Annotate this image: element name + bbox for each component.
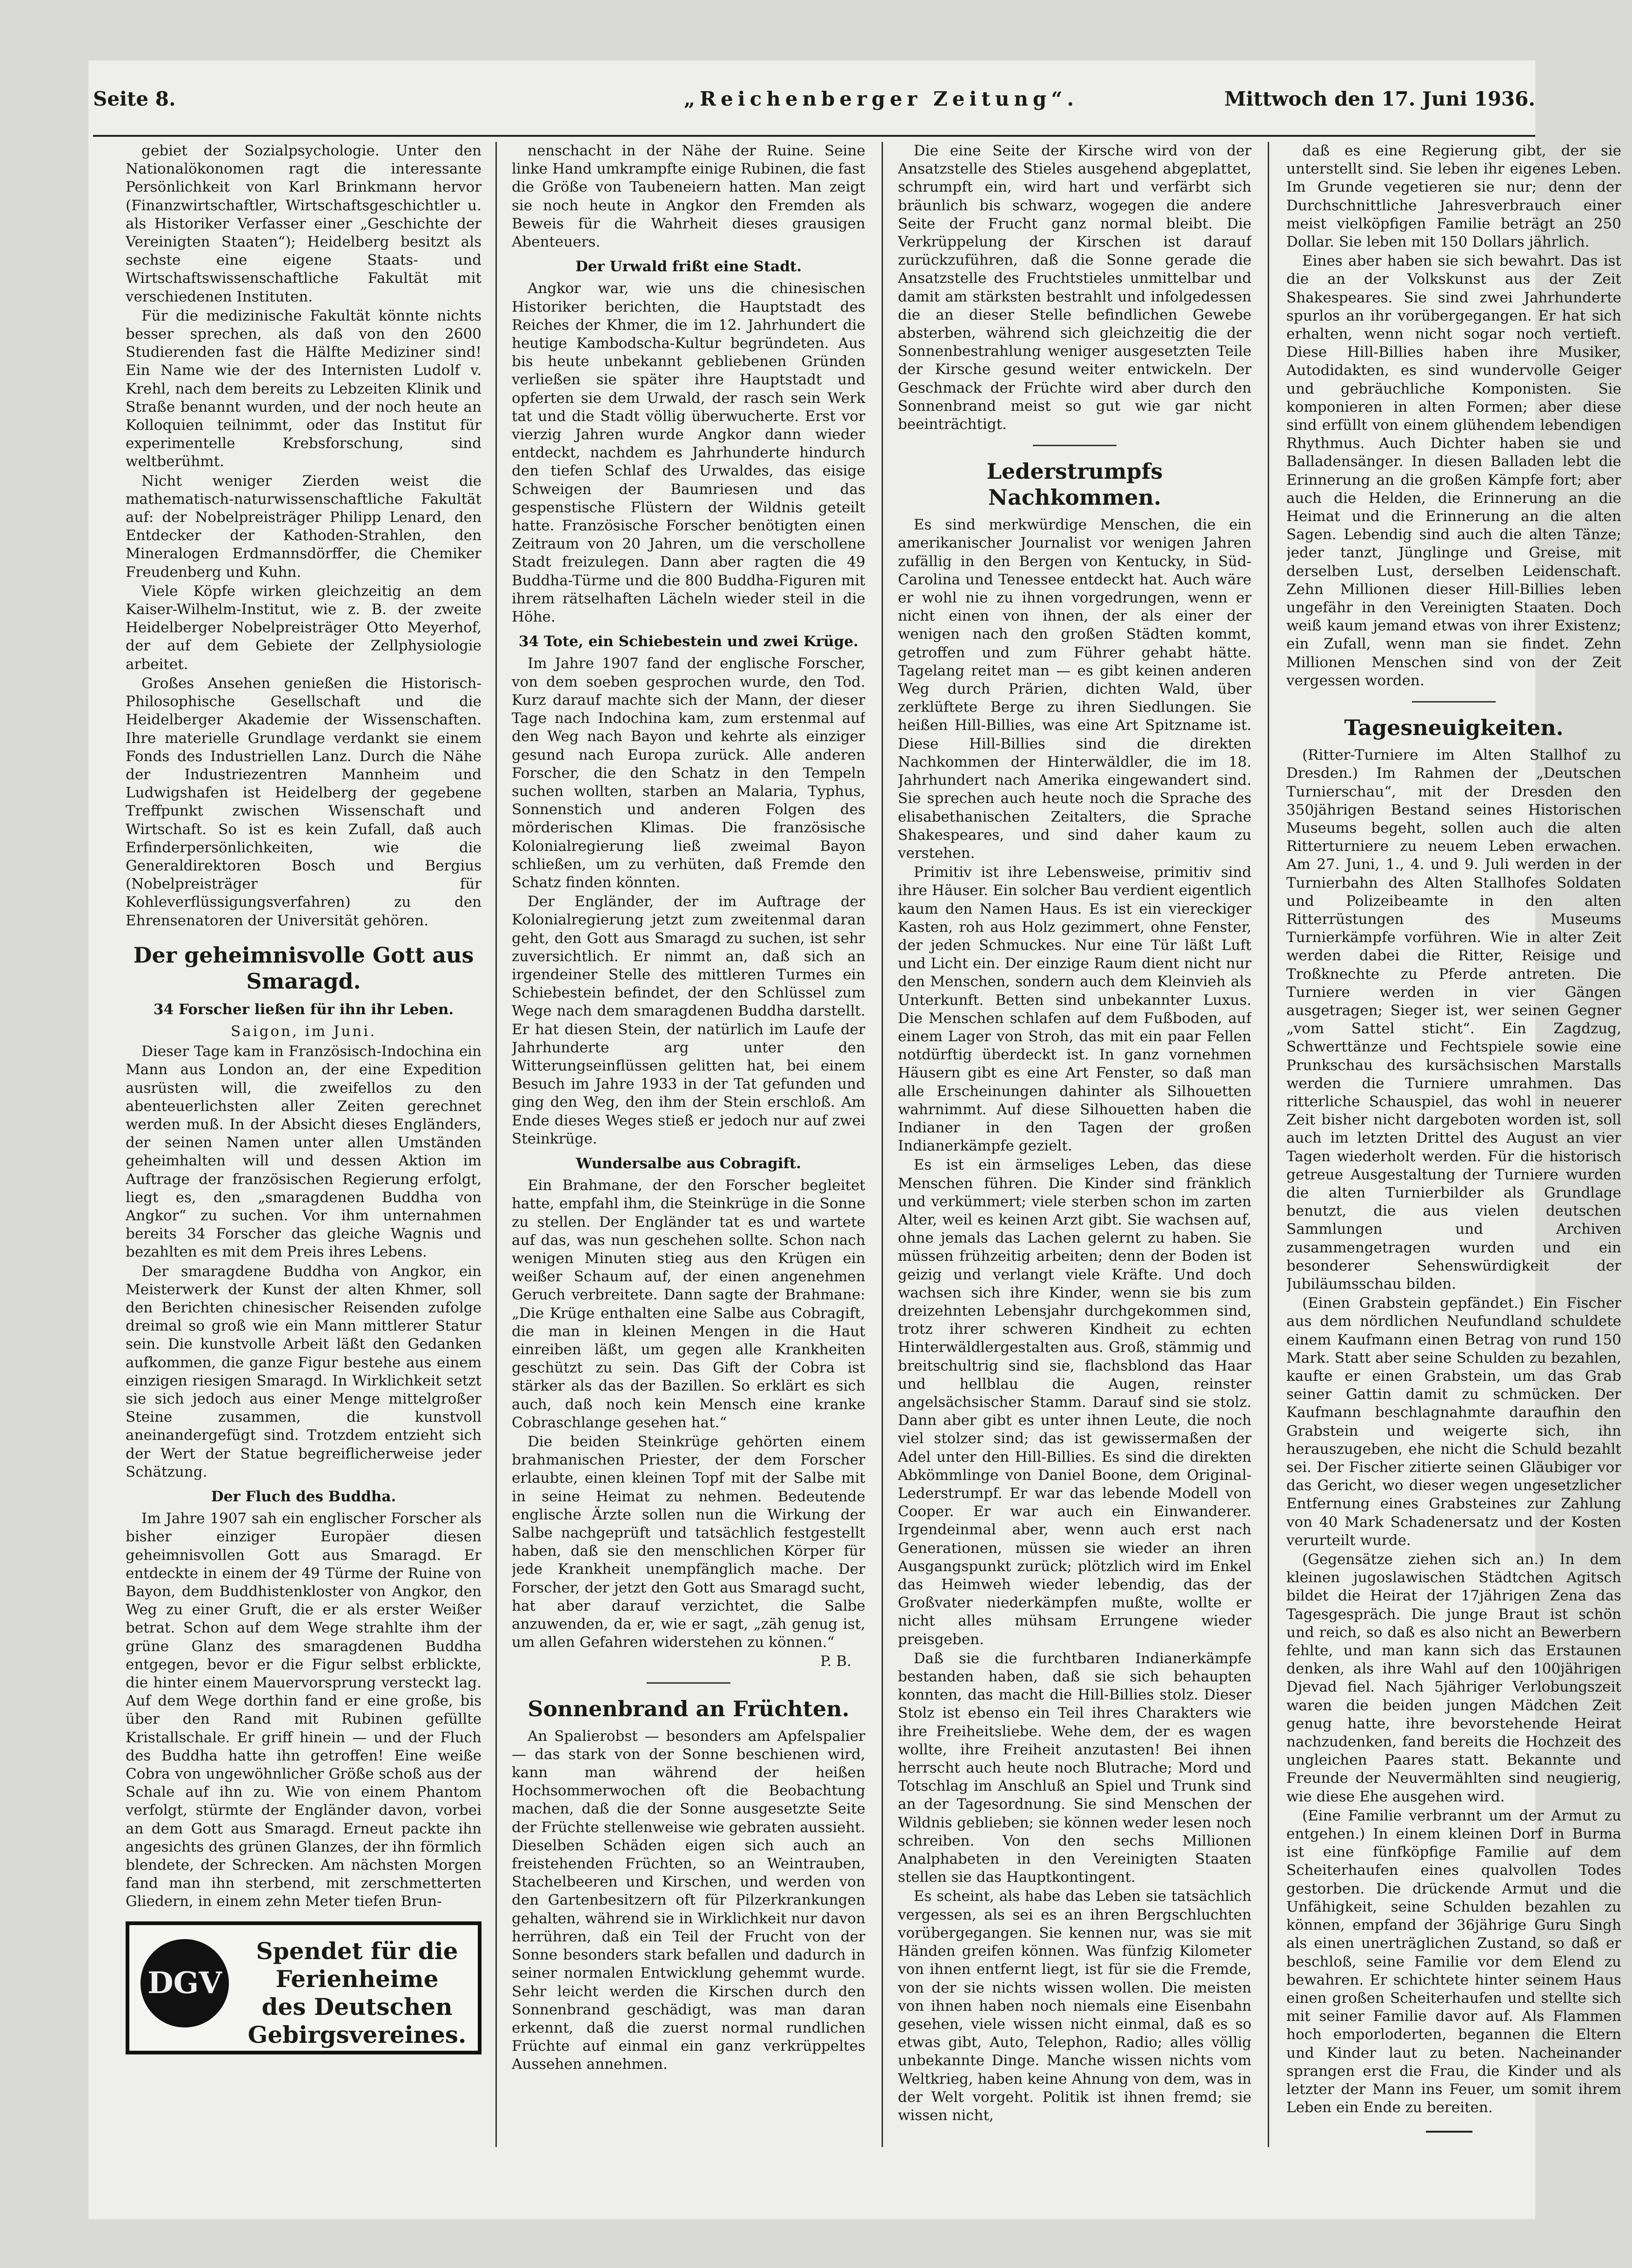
paragraph: Angkor war, wie uns die chinesischen Historiker berichten, die Hauptstadt des Reiches der Khmer, die im 12. Jahrhundert die heutige Kambodscha-Kultur begründeten. Aus bis heute unbekannt gebliebenen Gründen verließen sie später ihre Hauptstadt und opferten sie dem Urwald, der rasch sein Werk tat und die Stadt völlig überwucherte. Erst vor vierzig Jahren wurde Angkor dann wieder entdeckt, nachdem es Jahrhunderte hindurch den tiefen Schlaf des Urwaldes, das eisige Schweigen der Baumriesen und das gespenstische Flüstern der Wildnis geteilt hatte. Französische Forscher benötigten einen Zeitraum von 20 Jahren, um die verschollene Stadt freizulegen. Dann aber ragten die 49 Buddha-Türme und die 800 Buddha-Figuren mit ihrem rätselhaften Lächeln wieder steil in die Höhe.: [512, 280, 865, 626]
paragraph: Der smaragdene Buddha von Angkor, ein Meisterwerk der Kunst der alten Khmer, soll den Berichten chinesischer Reisenden zufolge dreimal so groß wie ein Mann mittlerer Statur sein. Die kunstvolle Arbeit läßt den Gedanken aufkommen, die ganze Figur bestehe aus einem einzigen riesigen Smaragd. In Wirklichkeit setzt sie sich jedoch aus einer Menge mittelgroßer Steine zusammen, die kunstvoll aneinandergefügt sind. Trotzdem entzieht sich der Wert der Statue begreiflicherweise jeder Schätzung.: [126, 1263, 482, 1480]
paragraph: daß es eine Regierung gibt, der sie unterstellt sind. Sie leben ihr eigenes Leben. Im Grunde vegetieren sie nur; denn der Durchschnittliche Jahresverbrauch einer meist vielköpfigen Familie beträgt an 250 Dollar. Sie leben mit 150 Dollars jährlich.: [1286, 142, 1621, 251]
news-item: (Gegensätze ziehen sich an.) In dem kleinen jugoslawischen Städtchen Agitsch bildet die Heirat der 17jährigen Zena das Tagesgespräch. Die junge Braut ist schön und reich, so daß es also nicht an Bewerbern fehlte, und man kann sich das Erstaunen denken, als ihre Wahl auf den 100jährigen Djevad fiel. Nach 5jähriger Verlobungszeit waren die beiden jungen Mädchen Zeit genug hatte, ihre bevorstehende Heirat nachzudenken, fand bereits die Hochzeit des ungleichen Paares statt. Bekannte und Freunde der Neuvermählten sind neugierig, wie diese Ehe ausgehen wird.: [1286, 1551, 1621, 1805]
header-rule: [93, 135, 1535, 137]
author-initials: P. B.: [820, 1653, 851, 1670]
section-subheading: Der Urwald frißt eine Stadt.: [575, 258, 802, 275]
ad-line: Ferienheime: [275, 1965, 439, 1993]
section-subheading: Wundersalbe aus Cobragift.: [575, 1155, 802, 1172]
article-dateline: Saigon, im Juni.: [230, 1023, 377, 1040]
paragraph: Im Jahre 1907 fand der englische Forscher, von dem soeben gesprochen wurde, den Tod. Kurz darauf machte sich der Mann, der dieser Tage nach Indochina kam, zum erstenmal auf den Weg nach Bayon und kehrte als einziger gesund nach Europa zurück. Alle anderen Forscher, die den Schatz in den Tempeln suchen wollten, starben an Malaria, Typhus, Sonnenstich und anderen Folgen des mörderischen Klimas. Die französische Kolonialregierung ließ zweimal Bayon schließen, um zu verhüten, daß Fremde den Schatz finden könnten.: [512, 655, 865, 891]
section-headline: Tagesneuigkeiten.: [1344, 715, 1564, 741]
section-subheading: 34 Tote, ein Schiebestein und zwei Krüge.: [518, 633, 858, 650]
column-3: [898, 142, 1251, 2147]
column-4: [1286, 142, 1621, 2147]
ad-line: Spendet für die: [256, 1937, 458, 1965]
paragraph: Es sind merkwürdige Menschen, die ein amerikanischer Journalist vor wenigen Jahren zufällig in den Bergen von Kentucky, in Süd-Carolina und Tenessee entdeckt hat. Auch wäre er wohl nie zu ihnen vorgedrungen, wenn er nicht einen von ihnen, der als einer der wenigen nach den großen Städten kommt, getroffen und zum Führer gehabt hätte. Tagelang reitet man — es gibt keinen anderen Weg durch Prärien, dichten Wald, über zerklüftete Berge zu ihren Siedlungen. Sie heißen Hill-Billies, was eine Art Spitzname ist. Diese Hill-Billies sind die direkten Nachkommen der Hinterwäldler, die im 18. Jahrhundert nach Amerika eingewandert sind. Sie sprechen auch heute noch die Sprache des elisabethanischen Zeitalters, die Sprache Shakespeares, und sind daher kaum zu verstehen.: [898, 516, 1251, 862]
article-subheadline: 34 Forscher ließen für ihn ihr Leben.: [153, 1001, 454, 1018]
paragraph: Dieser Tage kam in Französisch-Indochina ein Mann aus London an, der eine Expedition ausrüsten will, die zweifellos zu den abenteuerlichsten aller Zeiten gerechnet werden muß. In der Absicht dieses Engländers, der seinen Namen unter allen Umständen geheimhalten will und dessen Aktion im Auftrage der französischen Regierung erfolgt, liegt es, den „smaragdenen Buddha von Angkor“ zu suchen. Vor ihm unternahmen bereits 34 Forscher das gleiche Wagnis und bezahlten es mit dem Preis ihres Lebens.: [126, 1043, 482, 1261]
article-headline: Lederstrumpfs Nachkommen.: [986, 459, 1163, 510]
paragraph: Ein Brahmane, der den Forscher begleitet hatte, empfahl ihm, die Steinkrüge in die Sonne zu stellen. Der Engländer tat es und wartete auf das, was nun geschehen sollte. Schon nach wenigen Minuten stieg aus den Krügen ein weißer Schaum auf, der einen angenehmen Geruch verbreitete. Dann sagte der Brahmane: „Die Krüge enthalten eine Salbe aus Cobragift, die man in kleinen Mengen in die Haut einreiben läßt, um gegen alle Krankheiten geschützt zu sein. Das Gift der Cobra ist stärker als das der Bazillen. So erklärt es sich auch, daß noch kein Mensch eine kranke Cobraschlange gesehen hat.“: [512, 1177, 865, 1431]
page-header: [93, 87, 1535, 129]
column-divider: [495, 142, 497, 2147]
paragraph: gebiet der Sozialpsychologie. Unter den Nationalökonomen ragt die interessante Persönlichkeit von Karl Brinkmann hervor (Finanzwirtschaftler, Wirtschaftsgeschichtler u. als Historiker Verfasser einer „Geschichte der Vereinigten Staaten“); Heidelberg besitzt als sechste eine eigene Staats- und Wirtschaftswissenschaftliche Fakultät mit verschiedenen Instituten.: [126, 142, 482, 305]
column-1: [126, 142, 482, 2147]
ad-line: Gebirgsvereines.: [247, 2020, 467, 2048]
paragraph: Im Jahre 1907 sah ein englischer Forscher als bisher einziger Europäer diesen geheimnisvollen Gott aus Smaragd. Er entdeckte in einem der 49 Türme der Ruine von Bayon, dem Buddhistenkloster von Angkor, den Weg zu einer Gruft, die er als erster Weißer betrat. Schon auf dem Wege strahlte ihm der grüne Glanz des smaragdenen Buddha entgegen, bevor er die Figur selbst erblickte, die hinter einem Mauervorsprung versteckt lag. Auf dem Wege dorthin fand er eine große, bis über den Rand mit Rubinen gefüllte Kristallschale. Er griff hinein — und der Fluch des Buddha hatte ihn getroffen! Eine weiße Cobra von ungewöhnlicher Größe schoß aus der Schale auf ihn zu. Wie von einem Phantom verfolgt, stürmte der Engländer davon, vorbei an dem Gott aus Smaragd. Erneut packte ihn angesichts des grünen Glanzes, der ihn förmlich blendete, der Schrecken. Am nächsten Morgen fand man ihn sterbend, mit zerschmetterten Gliedern, in einem zehn Meter tiefen Brun-: [126, 1510, 482, 1910]
paragraph: Primitiv ist ihre Lebensweise, primitiv sind ihre Häuser. Ein solcher Bau verdient eigentlich kaum den Namen Haus. Es ist ein viereckiger Kasten, roh aus Holz gezimmert, ohne Fenster, der jeden Schmuckes. Nur eine Tür läßt Luft und Licht ein. Der einzige Raum dient nicht nur den Menschen, sondern auch dem Kleinvieh als Unterkunft. Betten sind unbekannter Luxus. Die Menschen schlafen auf dem Fußboden, auf einem Lager von Stroh, das mit ein paar Fellen notdürftig überdeckt ist. In ganz vornehmen Häusern gibt es eine Art Fenster, so daß man alle Erscheinungen dahinter als Silhouetten wahrnimmt. Auf diese Silhouetten haben die Indianer in den Tagen der großen Indianerkämpfe gezielt.: [898, 864, 1251, 1155]
column-divider: [882, 142, 883, 2147]
paragraph: Die beiden Steinkrüge gehörten einem brahmanischen Priester, der dem Forscher erlaubte, einen kleinen Topf mit der Salbe mit in seine Heimat zu nehmen. Bedeutende englische Ärzte sollen nun die Wirkung der Salbe nachgeprüft und tatsächlich festgestellt haben, daß sie den menschlichen Körper für jede Krankheit unempfänglich mache. Der Forscher, der jetzt den Gott aus Smaragd sucht, hat aber darauf verzichtet, die Salbe anzuwenden, da er, wie er sagt, „zäh genug ist, um allen Gefahren widerstehen zu können.“: [512, 1433, 865, 1651]
section-separator: [1033, 445, 1117, 446]
paragraph: Der Engländer, der im Auftrage der Kolonialregierung jetzt zum zweitenmal daran geht, den Gott aus Smaragd zu suchen, ist sehr zuversichtlich. Er nimmt an, daß sich an irgendeiner Stelle des mittleren Turmes ein Schiebestein befindet, der den Schlüssel zum Wege nach dem smaragdenen Buddha darstellt. Er hat diesen Stein, der natürlich im Laufe der Jahrhunderte arg unter den Witterungseinflüssen gelitten hat, bei einem Besuch im Jahre 1933 in der Tat gefunden und ging den Weg, den ihm der Stein erschloß. Am Ende dieses Weges stieß er jedoch nur auf zwei Steinkrüge.: [512, 893, 865, 1147]
page-number: Seite 8.: [93, 87, 176, 110]
club-emblem-icon: DGV: [140, 1939, 229, 2027]
paragraph: Es ist ein ärmseliges Leben, das diese Menschen führen. Die Kinder sind fränklich und verkümmert; viele sterben schon im zarten Alter, weil es keinen Arzt gibt. Sie wachsen auf, ohne jemals das Lachen gelernt zu haben. Sie müssen frühzeitig arbeiten; denn der Boden ist geizig und verlangt viele Kräfte. Und doch wachsen sich ihre Kinder, wenn sie bis zum dreizehnten Lebensjahr durchgekommen sind, trotz ihrer schweren Kindheit zu echten Hinterwäldlergestalten aus. Groß, stämmig und breitschultrig sind sie, flachsblond das Haar und hellblau die Augen, reinster angelsächsischer Stamm. Darauf sind sie stolz. Dann aber gibt es unter ihnen Leute, die noch viel stolzer sind; das ist gewissermaßen der Adel unter den Hill-Billies. Es sind die direkten Abkömmlinge von Daniel Boone, dem Original-Lederstrumpf. Er war das lebende Modell von Cooper. Er war auch ein Einwanderer. Irgendeinmal aber, wenn auch erst nach Generationen, müssen sie wieder an ihren Ausgangspunkt zurück; plötzlich wird im Enkel das Heimweh wieder lebendig, das der Großvater niederkämpfen mußte, wollte er nicht alles mühsam Errungene wieder preisgeben.: [898, 1157, 1251, 1648]
article-headline: Sonnenbrand an Früchten.: [528, 1696, 849, 1721]
issue-date: Mittwoch den 17. Juni 1936.: [1224, 87, 1535, 110]
section-separator: [647, 1682, 730, 1684]
news-item: (Eine Familie verbrannt um der Armut zu entgehen.) In einem kleinen Dorf in Burma ist eine fünfköpfige Familie auf dem Scheiterhaufen eines qualvollen Todes gestorben. Die drückende Armut und die Unfähigkeit, seine Schulden bezahlen zu können, empfand der 36jährige Guru Singh als einen unerträglichen Zustand, so daß er beschloß, seine Familie vor dem Elend zu bewahren. Er schichtete hinter seinem Haus einen großen Scheiterhaufen und stellte sich mit seiner Familie davor auf. Als Flammen hoch emporloderten, begannen die Eltern und Kinder laut zu beten. Nacheinander sprangen erst die Frau, die Kinder und als letzter der Mann ins Feuer, um somit ihrem Leben ein Ende zu bereiten.: [1286, 1807, 1621, 2116]
paragraph: Es scheint, als habe das Leben sie tatsächlich vergessen, als sei es an ihren Bergschluchten vorübergegangen. Sie kennen nur, was sie mit Händen greifen können. Was fünfzig Kilometer von ihnen entfernt liegt, ist für sie die Fremde, von der sie nichts wissen wollen. Die meisten von ihnen haben noch niemals eine Eisenbahn gesehen, viele wissen nicht einmal, daß es so etwas gibt, Auto, Telephon, Radio; alles völlig unbekannte Dinge. Manche wissen nichts vom Weltkrieg, haben keine Ahnung von dem, was in der Welt vorgeht. Politik ist ihnen fremd; sie wissen nicht,: [898, 1888, 1251, 2124]
advertisement-box: [126, 1921, 482, 2054]
column-2: [512, 142, 865, 2147]
advertisement-text: [246, 1937, 468, 2049]
paragraph: Für die medizinische Fakultät könnte nichts besser sprechen, als daß von den 2600 Studierenden fast die Hälfte Mediziner sind! Ein Name wie der des Internisten Ludolf v. Krehl, nach dem bereits zu Lebzeiten Klinik und Straße benannt wurden, und der noch heute an Kolloquien teilnimmt, oder das Institut für experimentelle Krebsforschung, sind weltberühmt.: [126, 307, 482, 470]
news-item: (Einen Grabstein gepfändet.) Ein Fischer aus dem nördlichen Neufundland schuldete einem Kaufmann einen Betrag von rund 150 Mark. Statt aber seine Schulden zu bezahlen, kaufte er einen Grabstein, um das Grab seiner Gattin damit zu schmücken. Der Kaufmann beschlagnahmte daraufhin den Grabstein und weigerte sich, ihn herauszugeben, ehe nicht die Schuld bezahlt sei. Der Fischer zitierte seinen Gläubiger vor das Gericht, wo dieser wegen ungesetzlicher Entfernung eines Grabsteines zur Zahlung von 40 Mark Schadenersatz und der Kosten verurteilt wurde.: [1286, 1295, 1621, 1549]
paragraph: Viele Köpfe wirken gleichzeitig an dem Kaiser-Wilhelm-Institut, wie z. B. der zweite Heidelberger Nobelpreisträger Otto Meyerhof, der auf dem Gebiete der Zellphysiologie arbeitet.: [126, 582, 482, 673]
article-headline: Der geheimnisvolle Gott aus Smaragd.: [133, 942, 474, 994]
column-divider: [1268, 142, 1269, 2147]
news-item: (Ritter-Turniere im Alten Stallhof zu Dresden.) Im Rahmen der „Deutschen Turnierschau“, mit der Dresden den 350jährigen Bestand seines Historischen Museums begeht, sollen auch die alten Ritterturniere zu neuem Leben erwachen. Am 27. Juni, 1., 4. und 9. Juli werden in der Turnierbahn des Alten Stallhofes Soldaten und Polizeibeamte in den alten Ritterrüstungen des Museums Turnierkämpfe vorführen. Wie in alter Zeit werden dabei die Ritter, Reisige und Troßknechte zu Pferde antreten. Die Turniere werden in vier Gängen ausgetragen; Sieger ist, wer seinen Gegner „vom Sattel sticht“. Ein Zagdzug, Schwerttänze und Fechtspiele sowie eine Prunkschau des kursächsischen Marstalls werden die Turniere umrahmen. Das ritterliche Schauspiel, das wohl in neuerer Zeit bisher nicht dargeboten worden ist, soll auch im letzten Drittel des August an vier Tagen wiederholt werden. Für die historisch getreue Ausgestaltung der Turniere wurden die alten Turnierbilder als Grundlage benutzt, die aus vielen deutschen Sammlungen und Archiven zusammengetragen wurden und ein besonderer Sehenswürdigkeit der Jubiläumsschau bilden.: [1286, 747, 1621, 1292]
paragraph: Eines aber haben sie sich bewahrt. Das ist die an der Volkskunst aus der Zeit Shakespeares. Sie sind zwei Jahrhunderte spurlos an ihr vorübergegangen. Er hat sich erhalten, wenn nicht sogar noch vertieft. Diese Hill-Billies haben ihre Musiker, Autodidakten, es sind wundervolle Geiger und gebräuchliche Komponisten. Sie komponieren in alten Formen; aber diese sind erfüllt von einem glühendem lebendigen Rhythmus. Auch Dichter haben sie und Balladensänger. In diesen Balladen lebt die Erinnerung an die großen Kämpfe fort; aber auch die Helden, die Erinnerung an die Heimat und die Erinnerung an die alten Sagen. Lebendig sind auch die alten Tänze; jeder tanzt, Jünglinge und Greise, mit derselben Lust, derselben Leidenschaft. Zehn Millionen dieser Hill-Billies leben ungefähr in den Vereinigten Staaten. Doch weiß kaum jemand etwas von ihrer Existenz; ein Zufall, wenn man sie findet. Zehn Millionen Menschen sind von der Zeit vergessen worden.: [1286, 253, 1621, 689]
paragraph: Die eine Seite der Kirsche wird von der Ansatzstelle des Stieles ausgehend abgeplattet, schrumpft ein, wird hart und verfärbt sich bräunlich bis schwarz, wogegen die andere Seite der Frucht ganz normal bleibt. Die Verkrüppelung der Kirschen ist darauf zurückzuführen, daß die Sonne gerade die Ansatzstelle des Fruchtstieles unmittelbar und damit am stärksten bestrahlt und infolgedessen die an dieser Stelle befindlichen Gewebe absterben, während sich gleichzeitig die der Sonnenbestrahlung weniger ausgesetzten Teile der Kirsche gesund weiter entwickeln. Der Geschmack der Früchte wird aber durch den Sonnenbrand meist so gut wie gar nicht beeinträchtigt.: [898, 142, 1251, 433]
paragraph: Nicht weniger Zierden weist die mathematisch-naturwissenschaftliche Fakultät auf: der Nobelpreisträger Philipp Lenard, den Entdecker der Kathoden-Strahlen, den Mineralogen Erdmannsdörffer, die Chemiker Freudenberg und Kuhn.: [126, 472, 482, 581]
paragraph: Großes Ansehen genießen die Historisch-Philosophische Gesellschaft und die Heidelberger Akademie der Wissenschaften. Ihre materielle Grundlage verdankt sie einem Fonds des Industriellen Lanz. Durch die Nähe der Industriezentren Mannheim und Ludwigshafen ist Heidelberg der gegebene Treffpunkt zwischen Wissenschaft und Wirtschaft. So ist es kein Zufall, daß auch Erfinderpersönlichkeiten, wie die Generaldirektoren Bosch und Bergius (Nobelpreisträger für Kohleverflüssigungsverfahren) zu den Ehrensenatoren der Universität gehören.: [126, 675, 482, 929]
paragraph: Daß sie die furchtbaren Indianerkämpfe bestanden haben, daß sie sich behaupten konnten, das macht die Hill-Billies stolz. Dieser Stolz ist ebenso ein Teil ihres Charakters wie ihre Freiheitsliebe. Wehe dem, der es wagen wollte, ihre Freiheit anzutasten! Bei ihnen herrscht auch heute noch Blutrache; Mord und Totschlag im Anschluß an Spiel und Trunk sind an der Tagesordnung. Sie sind Menschen der Wildnis geblieben; sie können weder lesen noch schreiben. Von den sechs Millionen Analphabeten in den Vereinigten Staaten stellen sie das Hauptkontingent.: [898, 1650, 1251, 1886]
end-rule: [1426, 2131, 1472, 2133]
section-separator: [1412, 701, 1496, 702]
section-subheading: Der Fluch des Buddha.: [211, 1488, 396, 1505]
newspaper-title: „Reichenberger Zeitung“.: [684, 87, 1079, 110]
paragraph: An Spalierobst — besonders am Apfelspalier — das stark von der Sonne beschienen wird, kann man während der heißen Hochsommerwochen oft die Beobachtung machen, daß die der Sonne ausgesetzte Seite der Früchte stellenweise wie gebraten aussieht. Dieselben Schäden eigen sich auch an freistehenden Früchten, so an Weintrauben, Stachelbeeren und Kirschen, und werden von den Gartenbesitzern oft für Pilzerkrankungen gehalten, während sie in Wirklichkeit nur davon herrühren, daß ein Teil der Frucht von der Sonne besonders stark befallen und dadurch in seiner normalen Entwicklung gehemmt wurde. Sehr leicht werden die Kirschen durch den Sonnenbrand geschädigt, was man daran erkennt, daß die zuerst normal rundlichen Früchte auf einmal ein ganz verkrüppeltes Aussehen annehmen.: [512, 1727, 865, 2073]
paragraph: nenschacht in der Nähe der Ruine. Seine linke Hand umkrampfte einige Rubinen, die fast die Größe von Taubeneiern hatten. Man zeigt sie noch heute in Angkor den Fremden als Beweis für die Wahrheit dieses grausigen Abenteuers.: [512, 142, 865, 251]
ad-line: des Deutschen: [261, 1993, 453, 2020]
